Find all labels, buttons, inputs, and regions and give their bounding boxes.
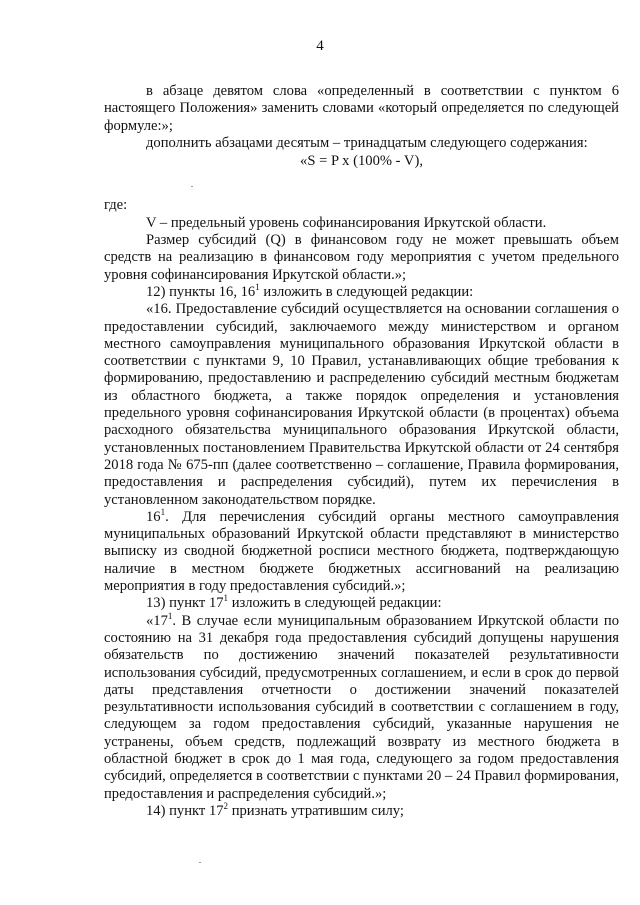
paragraph-subsidy-size: Размер субсидий (Q) в финансовом году не может превышать объем средств на реализацию в финансовом году мероприятия с учетом предельного уровня софинансирования Иркутской области.»; [104, 232, 619, 283]
paragraph-point-16-1: $16^1$. Для перечисления субсидий органы местного самоуправления муниципальных образований Иркутской области представляют в министерство выписку из сводной бюджетной росписи местного бюджета, подтверждающую наличие в местном бюджете бюджетных ассигнований на реализацию мероприятия в году предоставления субсидий.»; [104, 506, 619, 595]
document-body [104, 83, 619, 820]
paragraph-point-17-1: «$17^1$. В случае если муниципальным образованием Иркутской области по состоянию на 31 декабря года предоставления субсидий допущены нарушения обязательств по достижению значений показателей результативности использования субсидий, предусмотренных соглашением, и если в срок до первой даты представления отчетности о достижении значений показателей результативности использования субсидий в соответствии с соглашением в году, следующем за годом предоставления субсидий, указанные нарушения не устранены, объем средств, подлежащий возврату из местного бюджета в областной бюджет в срок до 1 мая года, следующего за годом предоставления субсидий, определяется в соответствии с пунктами 20 – 24 Правил формирования, предоставления и распределения субсидий.»; [104, 610, 619, 802]
paragraph-where: где: [104, 197, 128, 214]
paragraph-item-12: 12) пункты 16, $16^1$ изложить в следующей редакции: [146, 281, 474, 300]
paragraph-point-16: «16. Предоставление субсидий осуществляется на основании соглашения о предоставлении субсидий, заключаемого между министерством и органом местного самоуправления муниципального образования Иркутской области в соответствии с пунктами 9, 10 Правил, устанавливающих общие требования к формированию, предоставлению и распределению субсидий местным бюджетам из областного бюджета, а также порядок определения и установления предельного уровня софинансирования Иркутской области (в процентах) объема расходного обязательства муниципального образования Иркутской области, установленных постановлением Правительства Иркутской области от 24 сентября 2018 года № 675-пп (далее соответственно – соглашение, Правила формирования, предоставления и распределения субсидий), путем их перечисления в установленном законодательством порядке. [104, 301, 619, 508]
page-number: 4 [316, 38, 324, 54]
paragraph-v-definition: V – предельный уровень софинансирования Иркутской области. [146, 214, 547, 231]
paragraph-add-tenth-thirteenth: дополнить абзацами десятым – тринадцатым следующего содержания: [146, 134, 588, 151]
scan-speck [199, 862, 201, 863]
paragraph-item-13: 13) пункт $17^1$ изложить в следующей редакции: [146, 593, 442, 612]
scan-speck [191, 186, 193, 187]
paragraph-item-14: 14) пункт $17^2$ признать утратившим силу; [146, 800, 404, 819]
formula-line: «S = P x (100% - V), [300, 153, 423, 170]
paragraph-amend-ninth: в абзаце девятом слова «определенный в соответствии с пунктом 6 настоящего Положения» заменить словами «который определяется по следующей формуле:»; [104, 83, 619, 134]
